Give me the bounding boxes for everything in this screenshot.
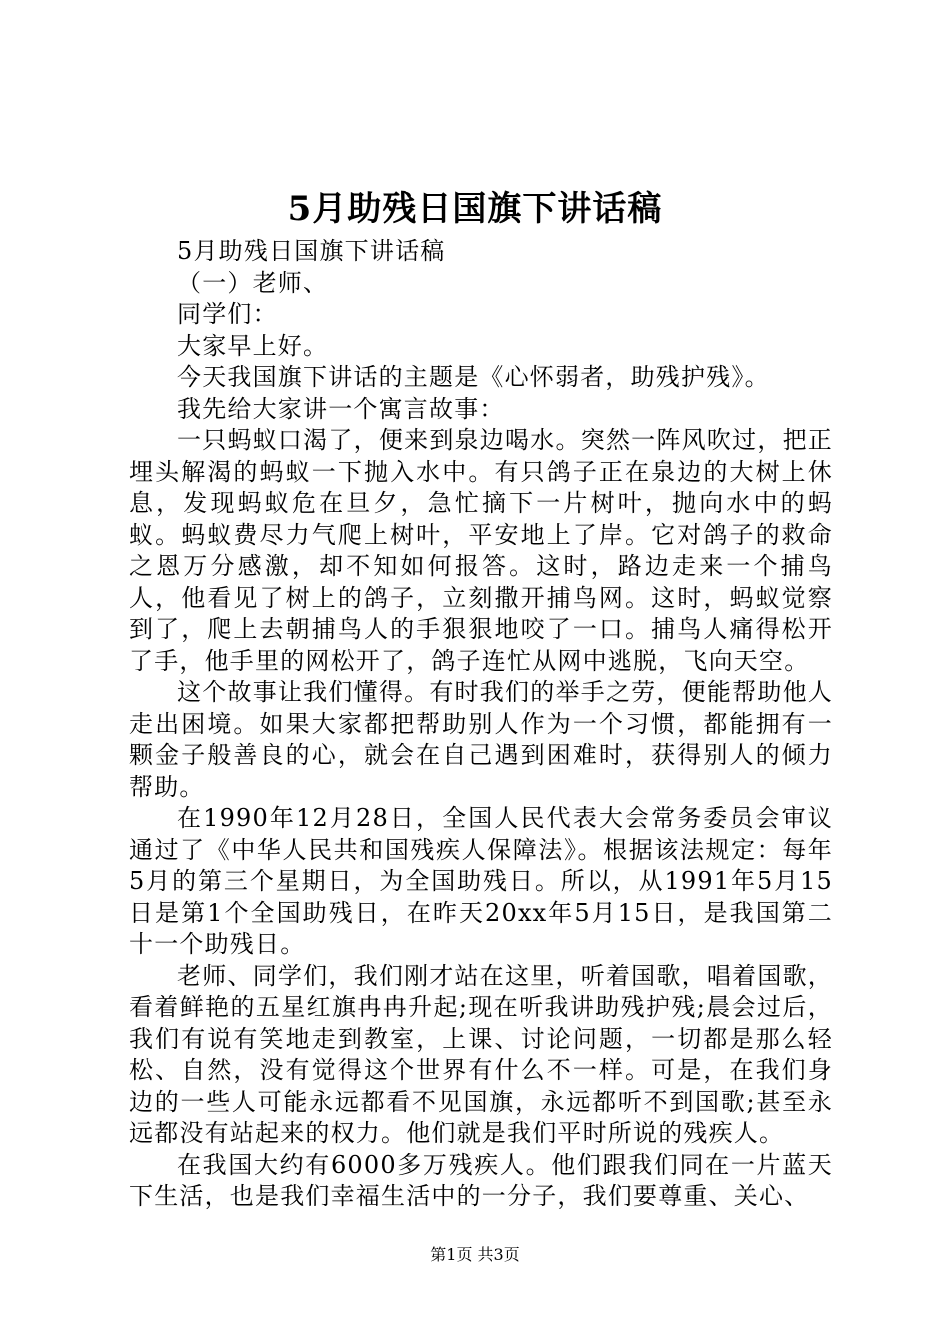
page-number: 第1页 共3页 bbox=[430, 1245, 520, 1264]
document-title: 5月助残日国旗下讲话稿 bbox=[287, 189, 663, 229]
paragraph-salutation-1: （一）老师、 bbox=[177, 268, 329, 297]
paragraph-reflection: 老师、同学们，我们刚才站在这里，听着国歌，唱着国歌，看着鲜艳的五星红旗冉冉升起;现在听我讲助残护残;晨会过后，我们有说有笑地走到教室，上课、讨论问题，一切都是那么轻松、自然，没有觉得这个世界有什么不一样。可是，在我们身边的一些人可能永远都看不见国旗，永远都听不到国歌;甚至永远都没有站起来的权力。他们就是我们平时所说的残疾人。 bbox=[129, 961, 833, 1147]
paragraph-story: 一只蚂蚁口渴了，便来到泉边喝水。突然一阵风吹过，把正埋头解渴的蚂蚁一下抛入水中。有只鸽子正在泉边的大树上休息，发现蚂蚁危在旦夕，急忙摘下一片树叶，抛向水中的蚂蚁。蚂蚁费尽力气爬上树叶，平安地上了岸。它对鸽子的救命之恩万分感激，却不知如何报答。这时，路边走来一个捕鸟人，他看见了树上的鸽子，立刻撒开捕鸟网。这时，蚂蚁觉察到了，爬上去朝捕鸟人的手狠狠地咬了一口。捕鸟人痛得松开了手，他手里的网松开了，鸽子连忙从网中逃脱，飞向天空。 bbox=[129, 426, 833, 675]
paragraph-law: 在1990年12月28日，全国人民代表大会常务委员会审议通过了《中华人民共和国残疾人保障法》。根据该法规定：每年5月的第三个星期日，为全国助残日。所以，从1991年5月15日是第1个全国助残日，在昨天20xx年5月15日，是我国第二十一个助残日。 bbox=[129, 804, 833, 958]
paragraph-topic: 今天我国旗下讲话的主题是《心怀弱者，助残护残》。 bbox=[177, 363, 770, 391]
paragraph-subtitle: 5月助残日国旗下讲话稿 bbox=[177, 237, 446, 265]
paragraph-population: 在我国大约有6000多万残疾人。他们跟我们同在一片蓝天下生活，也是我们幸福生活中的一分子，我们要尊重、关心、 bbox=[129, 1150, 833, 1210]
paragraph-moral: 这个故事让我们懂得。有时我们的举手之劳，便能帮助他人走出困境。如果大家都把帮助别人作为一个习惯，都能拥有一颗金子般善良的心，就会在自己遇到困难时，获得别人的倾力帮助。 bbox=[129, 678, 833, 801]
paragraph-story-intro: 我先给大家讲一个寓言故事： bbox=[177, 394, 505, 423]
document-body bbox=[129, 236, 833, 1213]
paragraph-salutation-2: 同学们： bbox=[177, 300, 278, 328]
paragraph-greeting: 大家早上好。 bbox=[177, 331, 329, 360]
